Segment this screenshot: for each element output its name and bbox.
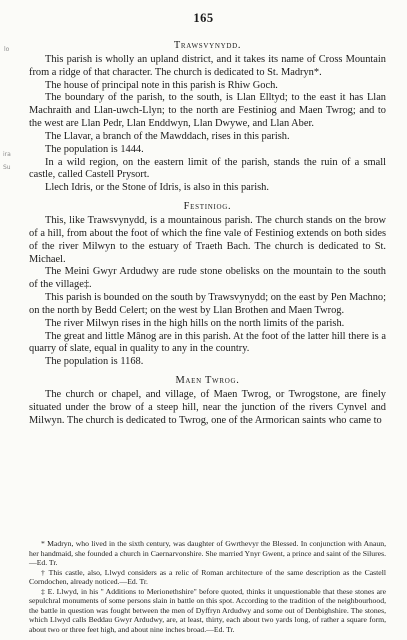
paragraph: The church or chapel, and village, of Maen Twrog, or Twrogstone, are finely situated under the brow of a steep hill, near the junction of the rivers Cynvel and Milwyn. The church is dedicated to Twrog, one of the Armorican saints who came to <box>29 388 386 426</box>
paragraph: The river Milwyn rises in the high hills on the north limits of the parish. <box>45 317 345 329</box>
paragraph: The boundary of the parish, to the south, is Llan Elltyd; to the east it has Llan Machraith and Llan-uwch-Llyn; to the north are Festiniog and Maen Twrog; and to the west are Llan Pedr, Llan Enddwyn, Llan Dwywe, and Llan Aber. <box>29 92 386 130</box>
footnote: † This castle, also, Llwyd considers as a relic of Roman architecture of the same description as the Castell Corndochen, already noticed.—Ed. Tr. <box>29 567 386 586</box>
section-heading: Trawsvynydd. <box>173 40 242 51</box>
margin-mark: lo <box>4 46 10 53</box>
paragraph: In a wild region, on the eastern limit of the parish, stands the ruin of a small castle, called Castell Prysort. <box>29 156 386 181</box>
margin-mark: Su <box>3 164 11 171</box>
section-heading: Maen Twrog. <box>175 375 240 387</box>
paragraph: The population is 1444. <box>45 143 144 155</box>
paragraph: This parish is bounded on the south by Trawsvynydd; on the east by Pen Machno; on the north by Bedd Celert; on the west by Llan Brothen and Maen Twrog. <box>29 292 386 316</box>
paragraph: The house of principal note in this parish is Rhiw Goch. <box>45 79 278 91</box>
page-body <box>29 38 386 427</box>
paragraph: The Llavar, a branch of the Mawddach, rises in this parish. <box>45 130 290 142</box>
footnote: ‡ E. Llwyd, in his " Additions to Merionethshire" before quoted, thinks it unquestionable that these stones are sepulchral monuments of some persons slain in battle on this spot. According to the tradition of the neighbourhood, the battle in question was fought between the men of Dyffryn Ardudwy and some out of Denbighshire. The stones, which Llwyd calls Beddau Gwyr Ardudwy, are, at least, thirty, each about two yards long, of rather a square form, about two or three feet high, and about nine inches broad.—Ed. Tr. <box>29 586 386 634</box>
margin-mark: ira <box>3 151 11 158</box>
paragraph: This, like Trawsvynydd, is a mountainous parish. The church stands on the brow of a hill, from about the foot of which the fine vale of Festiniog extends on both sides of the river Milwyn to the estuary of Traeth Bach. The church is dedicated to St. Michael. <box>29 214 386 265</box>
footnotes <box>29 539 386 634</box>
page-number: 165 <box>193 11 214 25</box>
footnote: * Madryn, who lived in the sixth century, was daughter of Gwrthevyr the Blessed. In conjunction with Anaun, her handmaid, she founded a church in Caernarvonshire. She married Ynyr Gwent, a prince and saint of the Silures.—Ed. Tr. <box>29 539 386 567</box>
paragraph: This parish is wholly an upland district, and it takes its name of Cross Mountain from a ridge of that character. The church is dedicated to St. Madryn*. <box>29 53 386 78</box>
paragraph: The Meini Gwyr Ardudwy are rude stone obelisks on the mountain to the south of the village‡. <box>29 266 386 291</box>
paragraph: Llech Idris, or the Stone of Idris, is also in this parish. <box>45 182 269 194</box>
section-heading: Festiniog. <box>183 201 232 213</box>
paragraph: The population is 1168. <box>45 356 144 368</box>
paragraph: The great and little Mânog are in this parish. At the foot of the latter hill there is a quarry of slate, equal in quality to any in the country. <box>29 330 386 355</box>
